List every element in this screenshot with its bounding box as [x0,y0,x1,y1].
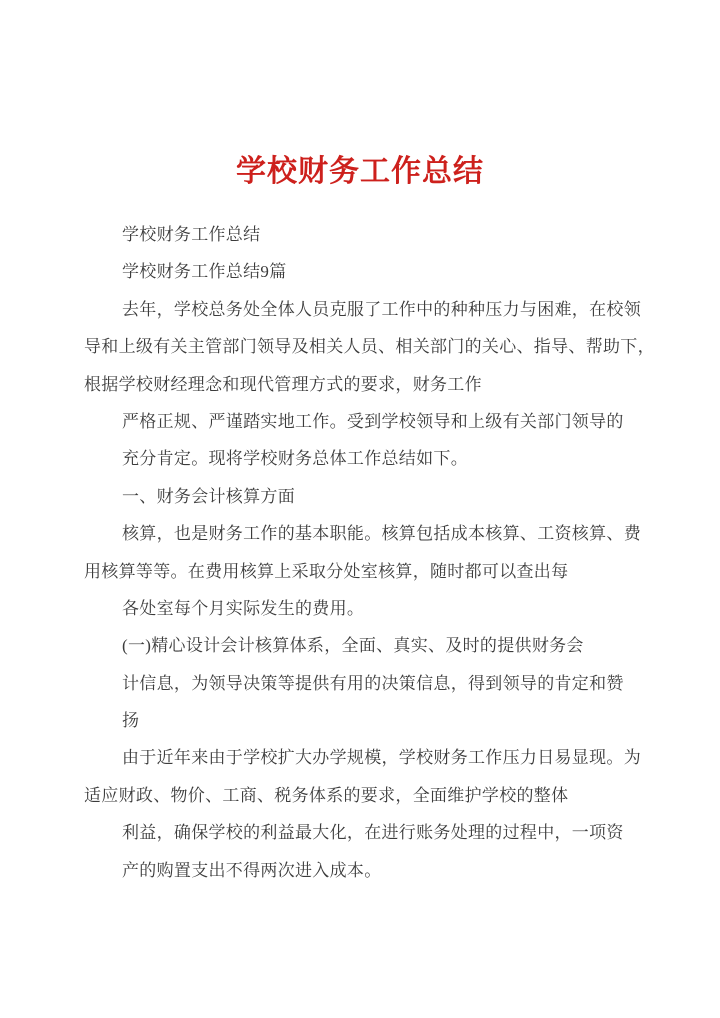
text-line: 适应财政、物价、工商、税务体系的要求，全面维护学校的整体 [84,785,569,805]
text-line: 由于近年来由于学校扩大办学规模，学校财务工作压力日易显现。为 [122,748,641,768]
text-line: 核算，也是财务工作的基本职能。核算包括成本核算、工资核算、费 [122,524,641,544]
text-line: 去年，学校总务处全体人员克服了工作中的种种压力与困难，在校领 [122,299,641,319]
text-line: 产的购置支出不得两次进入成本。 [122,860,382,880]
text-line: 计信息，为领导决策等提供有用的决策信息，得到领导的肯定和赞 [122,673,624,693]
document-body [84,216,680,889]
text-line: 利益，确保学校的利益最大化，在进行账务处理的过程中，一项资 [122,823,624,843]
text-line: 学校财务工作总结9篇 [122,262,287,282]
text-line: 一、财务会计核算方面 [122,486,295,506]
text-line: (一)精心设计会计核算体系，全面、真实、及时的提供财务会 [122,636,584,656]
text-line: 导和上级有关主管部门领导及相关人员、相关部门的关心、指导、帮助下， [84,337,655,357]
document-title: 学校财务工作总结 [236,155,484,188]
text-line: 充分肯定。现将学校财务总体工作总结如下。 [122,449,468,469]
text-line: 学校财务工作总结 [122,225,261,244]
text-line: 用核算等等。在费用核算上采取分处室核算，随时都可以查出每 [84,561,569,581]
text-line: 扬 [122,711,140,731]
text-line: 严格正规、严谨踏实地工作。受到学校领导和上级有关部门领导的 [122,411,624,431]
text-line: 根据学校财经理念和现代管理方式的要求，财务工作 [84,374,482,394]
text-line: 各处室每个月实际发生的费用。 [122,598,365,618]
